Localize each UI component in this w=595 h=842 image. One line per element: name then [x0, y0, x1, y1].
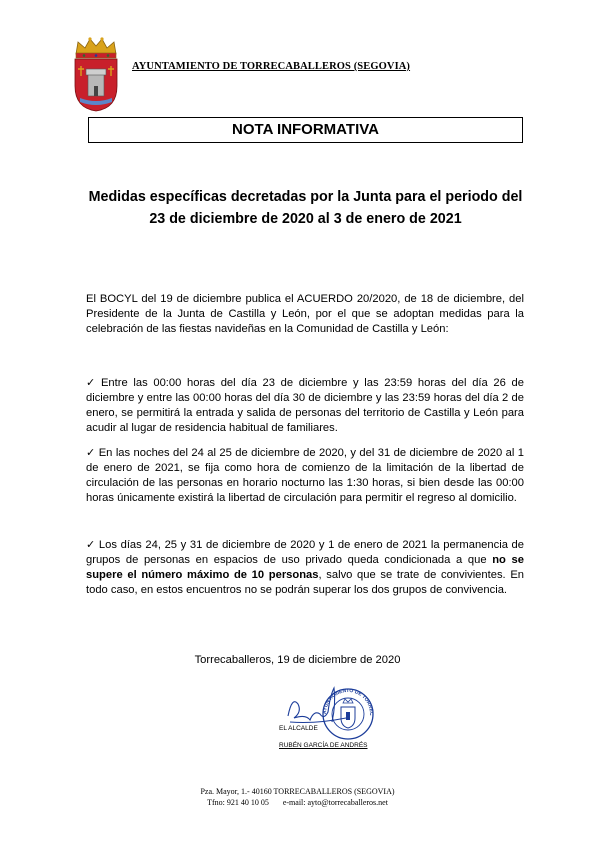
coat-of-arms-icon: [68, 36, 124, 112]
bullet-text-3-after: , salvo que se trate de convivientes. En todo caso, en estos encuentros no se podrán superar los dos grupos de convivencia.: [86, 569, 525, 596]
ayuntamiento-heading: AYUNTAMIENTO DE TORRECABALLEROS (SEGOVIA): [132, 61, 411, 72]
signature-role: EL ALCALDE: [279, 725, 318, 732]
bullet-text-1: Entre las 00:00 horas del día 23 de diciembre y las 23:59 horas del día 26 de diciembre y entre las 00:00 horas del día 30 de diciembre y las 23:59 horas del día 2 de enero, se permitirá la entrada y salida de personas del territorio de Castilla y León para acudir al lugar de residencia habitual de familiares.: [86, 377, 524, 434]
footer-contact: Tfno: 921 40 10 05 e-mail: ayto@torrecaballeros.net: [207, 798, 388, 807]
bullet-item-2: [86, 446, 524, 506]
check-icon: ✓: [86, 539, 96, 551]
check-icon: ✓: [86, 447, 96, 459]
intro-paragraph: El BOCYL del 19 de diciembre publica el ACUERDO 20/2020, de 18 de diciembre, del Presidente de la Junta de Castilla y León, por el que se adoptan medidas para la celebración de las fiestas navideñas en la Comunidad de Castilla y León:: [86, 293, 524, 335]
check-icon: ✓: [86, 377, 98, 389]
footer-address: Pza. Mayor, 1.- 40160 TORRECABALLEROS (SEGOVIA): [200, 787, 395, 796]
bullet-item-3: [86, 538, 524, 598]
headline: Medidas específicas decretadas por la Junta para el periodo del 23 de diciembre de 2020 al 3 de enero de 2021: [88, 189, 523, 227]
bullet-text-3-before: Los días 24, 25 y 31 de diciembre de 2020 y 1 de enero de 2021 la permanencia de grupos de personas en espacios de uso privado queda condicionada a que: [86, 539, 525, 566]
svg-text:AYUNTAMIENTO DE TORRECABALLERO: [276, 674, 374, 716]
page-title: NOTA INFORMATIVA: [232, 121, 379, 138]
footer: [0, 786, 595, 808]
stamp-text: AYUNTAMIENTO DE TORREC: [321, 687, 375, 716]
bullet-item-1: [86, 376, 524, 436]
place-date: Torrecaballeros, 19 de diciembre de 2020: [194, 654, 401, 666]
bullet-text-2: En las noches del 24 al 25 de diciembre de 2020, y del 31 de diciembre de 2020 al 1 de enero de 2021, se fija como hora de comienzo de la limitación de la libertad de circulación de las personas en horario nocturno las 1:30 horas, si bien desde las 00:00 horas únicamente existirá la libertad de circulación para permitir el regreso al domicilio.: [86, 447, 524, 504]
letterhead: [68, 36, 538, 116]
bullet-text-3-bold: no se supere el número máximo de 10 personas: [86, 554, 524, 581]
title-box: [88, 117, 523, 143]
signature-name: RUBÉN GARCÍA DE ANDRÉS: [279, 742, 368, 749]
